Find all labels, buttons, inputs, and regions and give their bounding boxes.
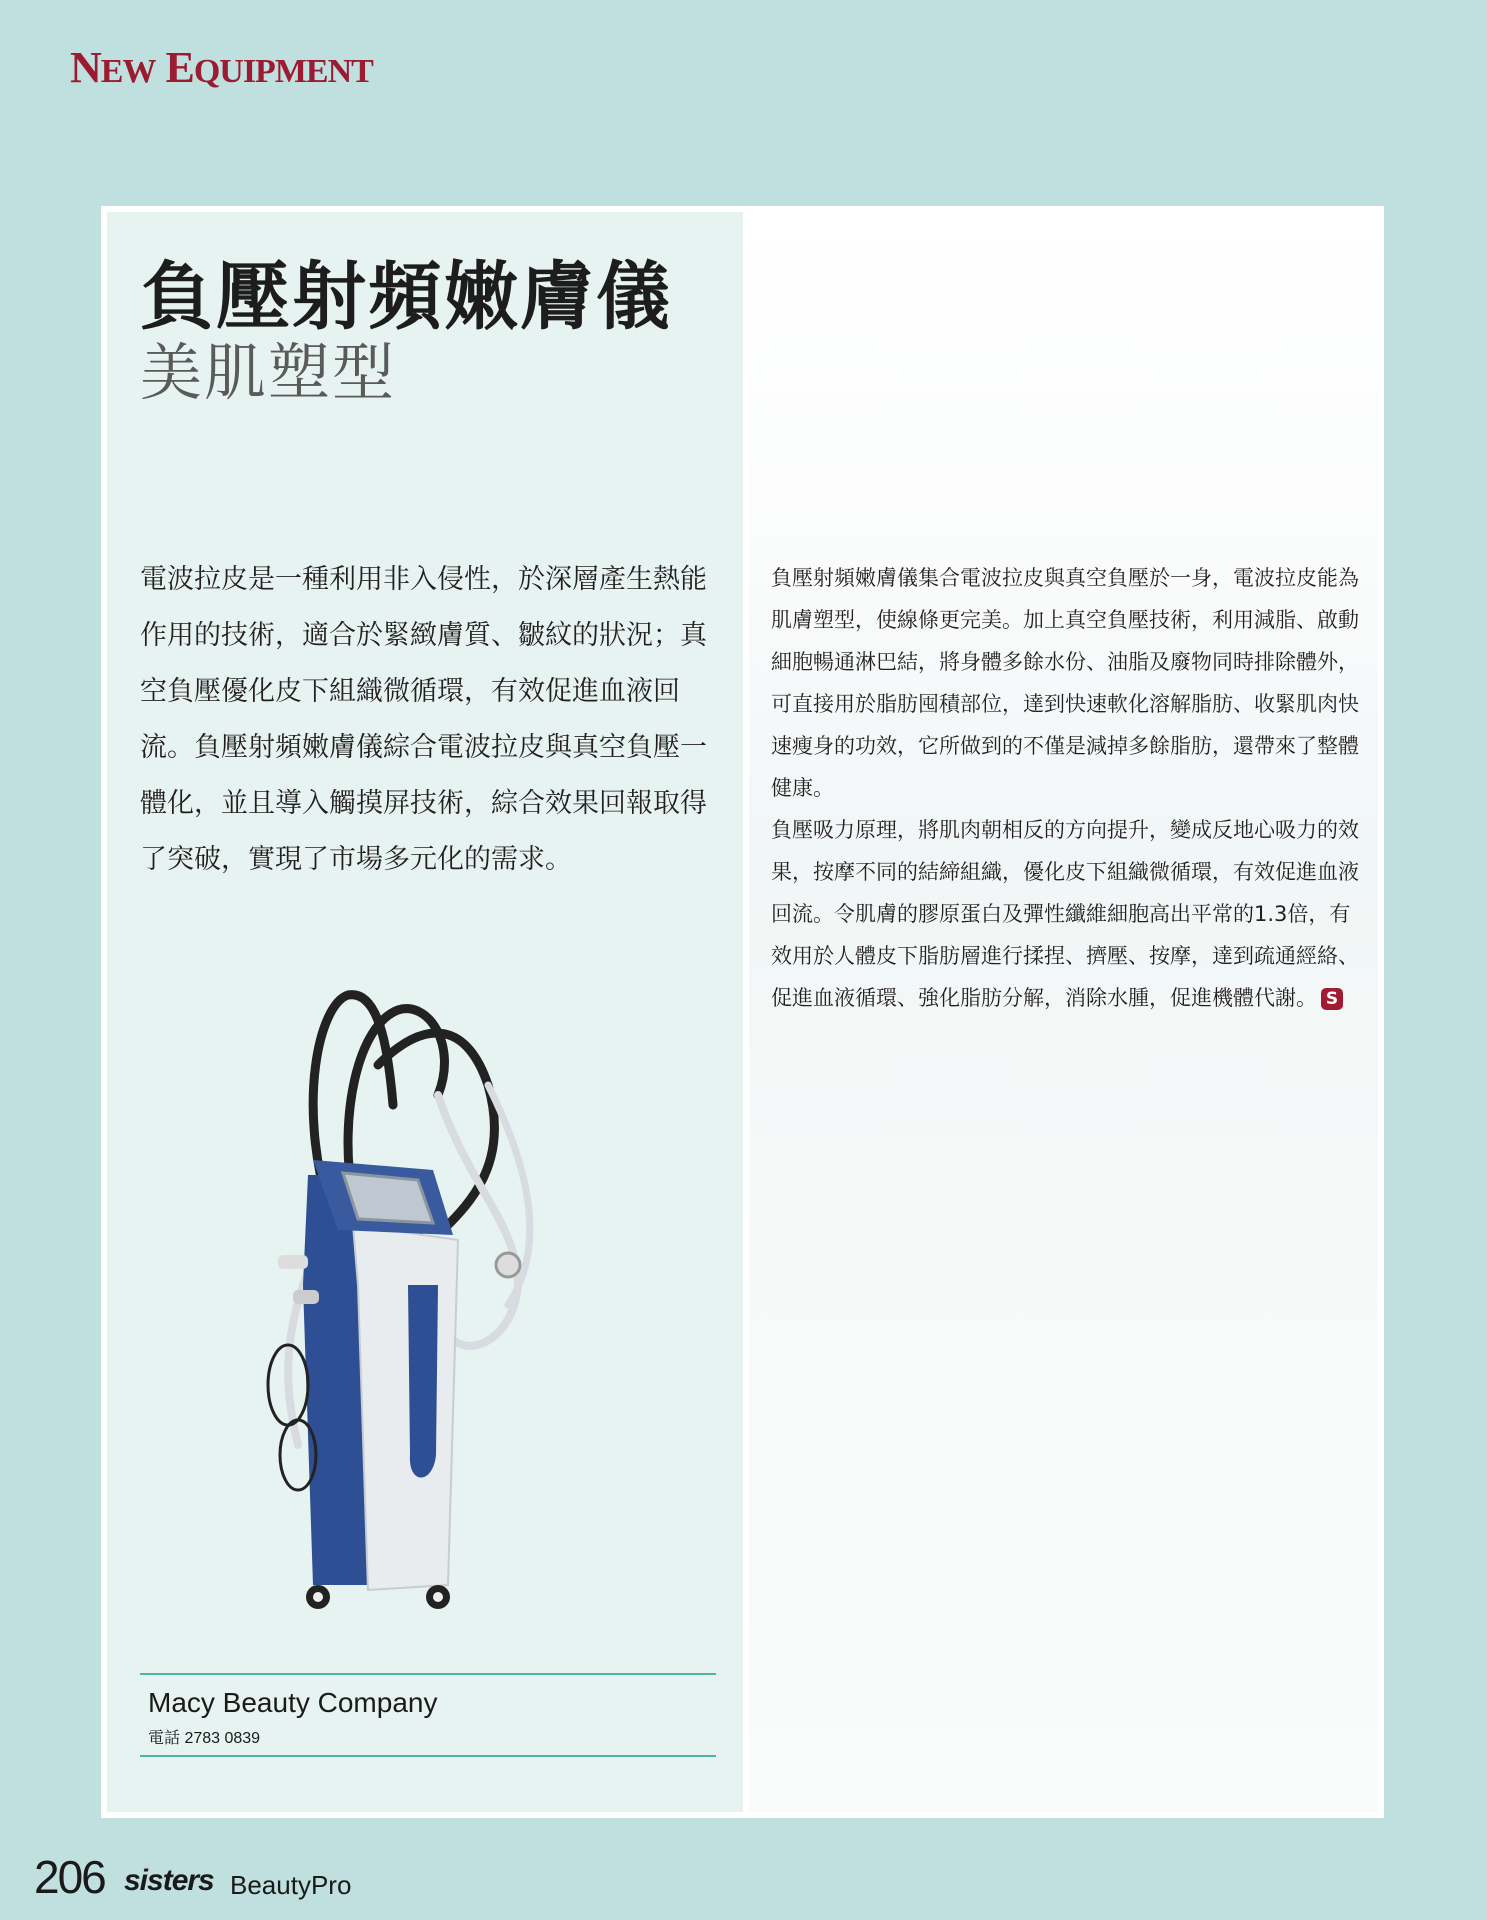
brand-subtitle: BeautyPro [230, 1870, 352, 1900]
article-subtitle: 美肌塑型 [140, 336, 397, 409]
body-paragraph-2 [771, 809, 1361, 1019]
end-mark-icon: S [1321, 988, 1343, 1010]
device-image [258, 985, 558, 1625]
body-text [771, 557, 1361, 1019]
body-paragraph-2-text: 負壓吸力原理，將肌肉朝相反的方向提升，變成反地心吸力的效果，按摩不同的結締組織，優化皮下組織微循環，有效促進血液回流。令肌膚的膠原蛋白及彈性纖維細胞高出平常的1.3倍，有效用於人體皮下脂肪層進行揉捏、擠壓、按摩，達到疏通經絡、促進血液循環、強化脂肪分解，消除水腫，促進機體代謝。 [771, 818, 1359, 1010]
article-title: 負壓射頻嫩膚儀 [140, 254, 672, 340]
brand-logo: sisters [124, 1864, 214, 1897]
body-paragraph-1: 負壓射頻嫩膚儀集合電波拉皮與真空負壓於一身，電波拉皮能為肌膚塑型，使線條更完美。加上真空負壓技術，利用減脂、啟動細胞暢通淋巴結，將身體多餘水份、油脂及廢物同時排除體外，可直接用於脂肪囤積部位，達到快速軟化溶解脂肪、收緊肌肉快速瘦身的功效，它所做到的不僅是減掉多餘脂肪，還帶來了整體健康。 [771, 566, 1359, 800]
page-number: 206 [34, 1851, 105, 1903]
section-header: NEW EQUIPMENT [70, 43, 373, 92]
company-info [140, 1673, 716, 1757]
company-name: Macy Beauty Company [148, 1687, 438, 1718]
intro-paragraph: 電波拉皮是一種利用非入侵性，於深層產生熱能作用的技術，適合於緊緻膚質、皺紋的狀況；真空負壓優化皮下組織微循環，有效促進血液回流。負壓射頻嫩膚儀綜合電波拉皮與真空負壓一體化，並且導入觸摸屏技術，綜合效果回報取得了突破，實現了市場多元化的需求。 [140, 564, 707, 875]
company-phone: 電話 2783 0839 [148, 1730, 261, 1747]
